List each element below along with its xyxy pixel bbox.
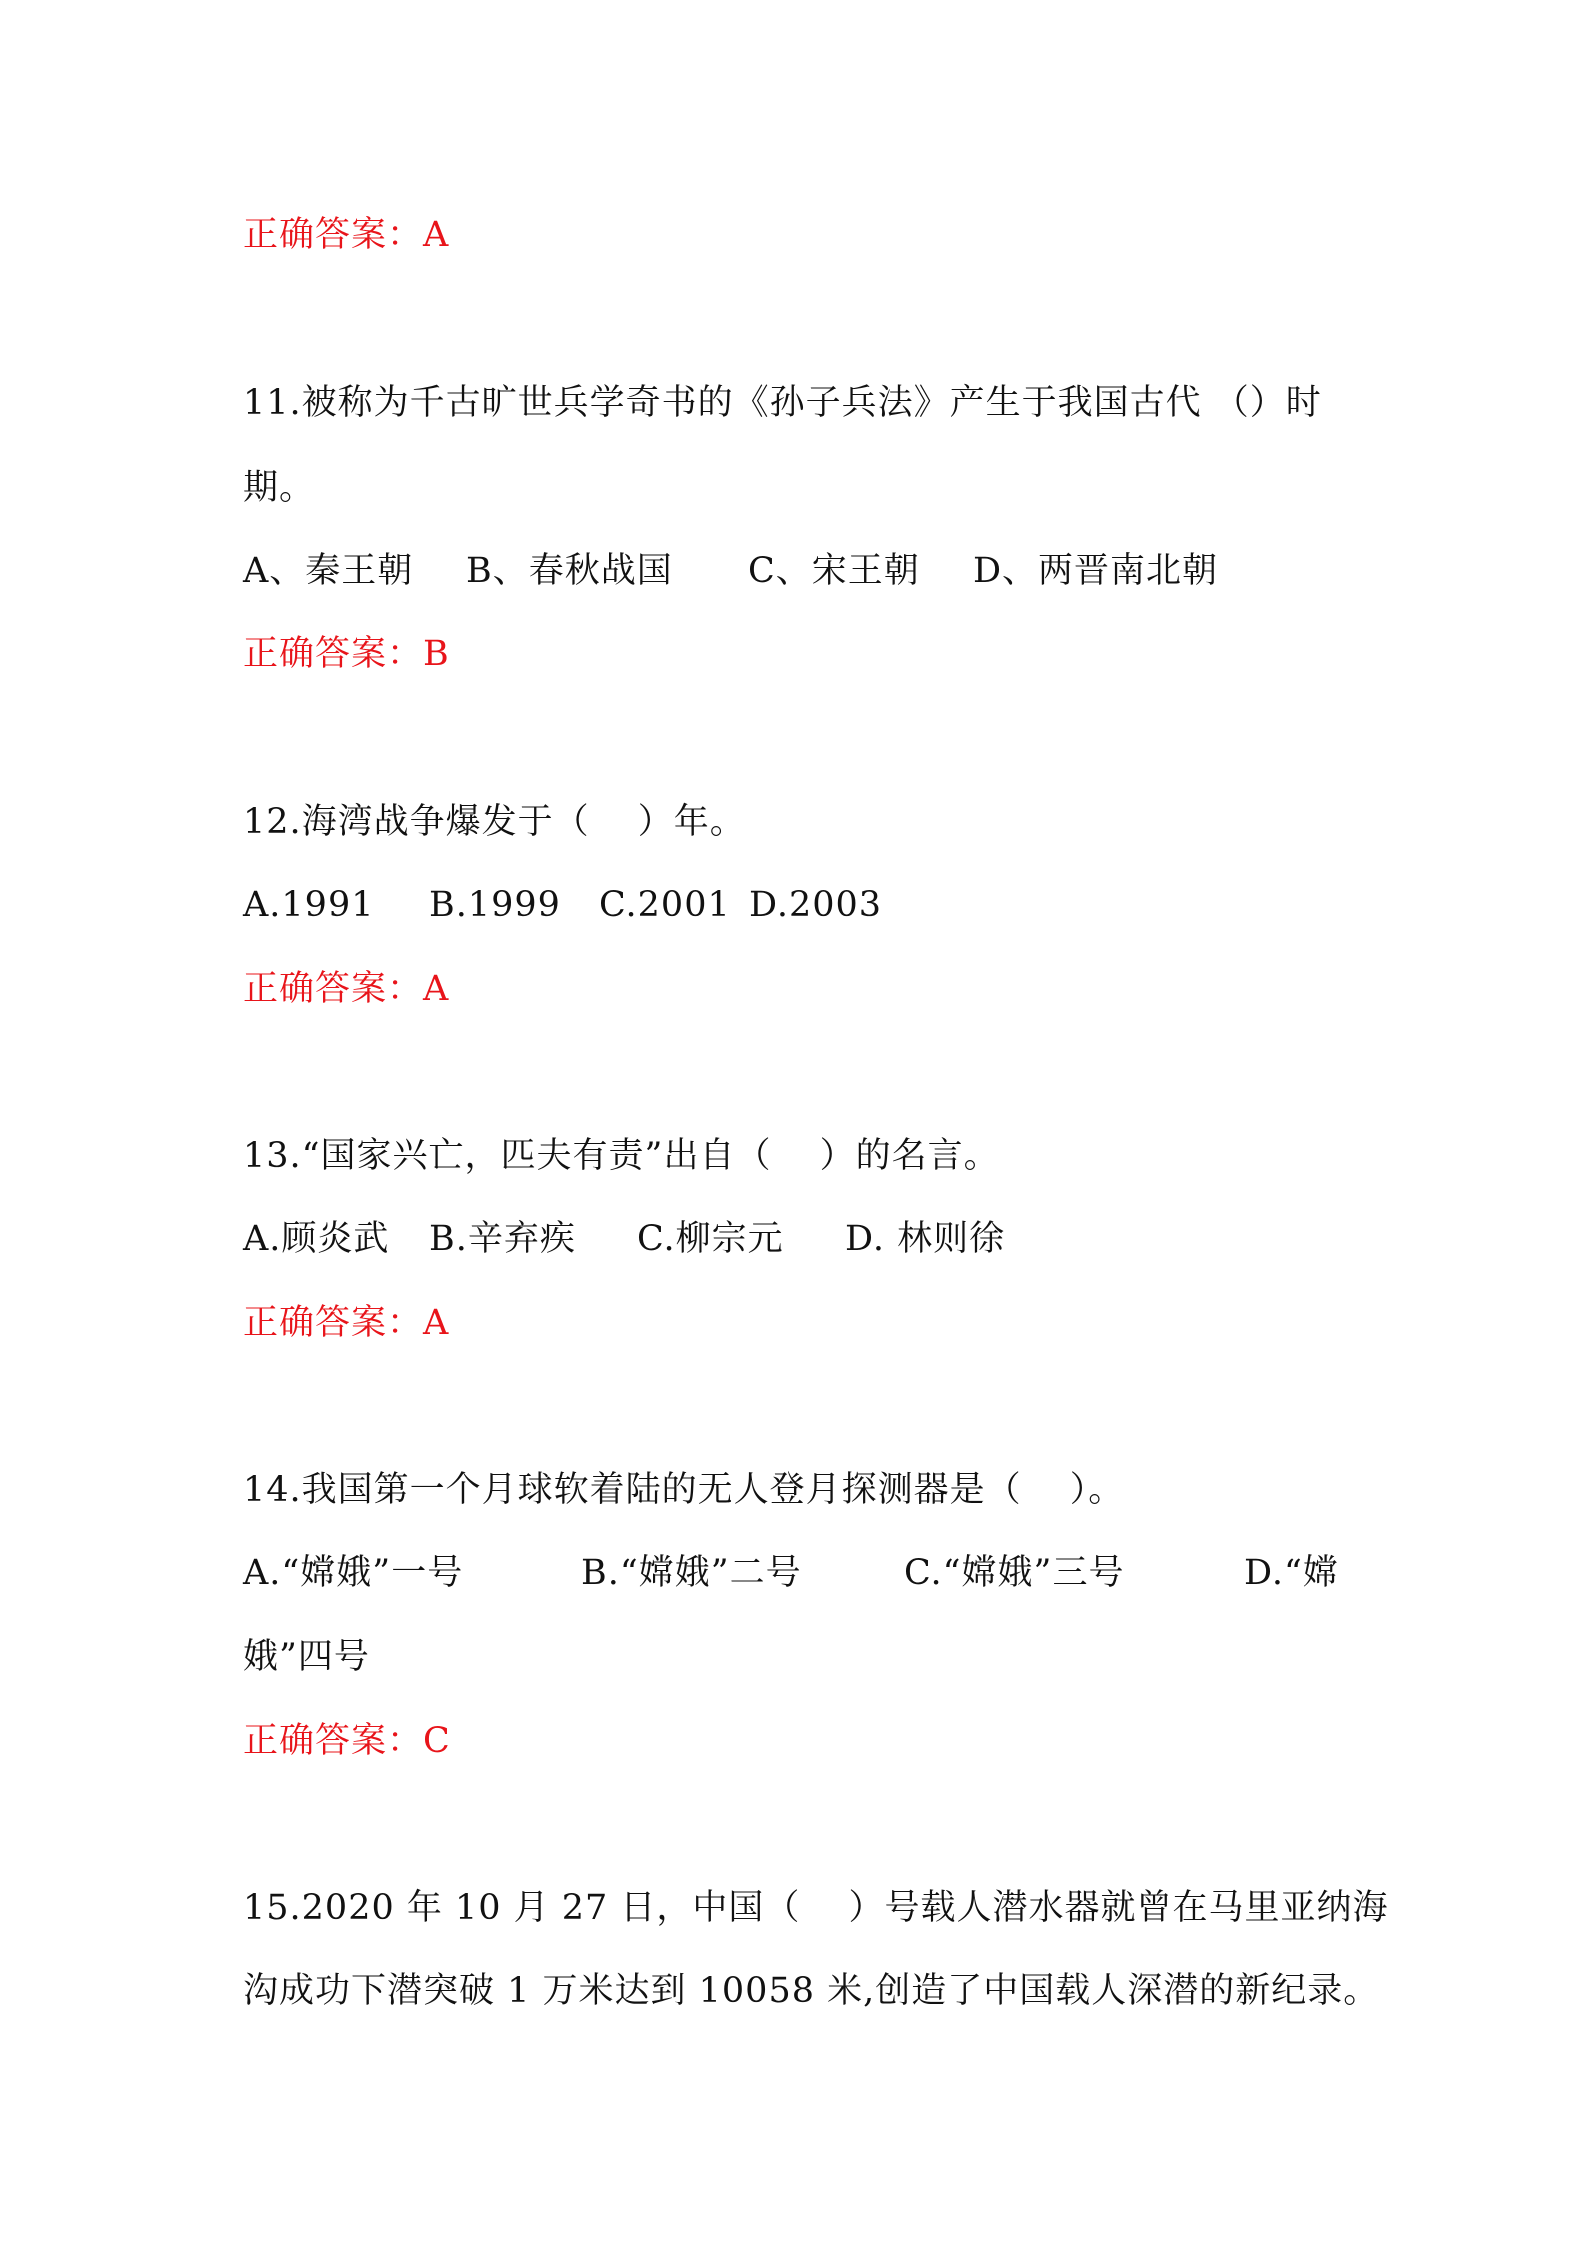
answer-q13: 正确答案：A xyxy=(243,1303,450,1343)
option-c: C.“嫦娥”三号 xyxy=(904,1553,1125,1593)
option-b: B.“嫦娥”二号 xyxy=(581,1553,802,1593)
question-13-stem: 13.“国家兴亡，匹夫有责”出自（ ）的名言。 xyxy=(243,1136,1000,1176)
question-15-stem-line1: 15.2020 年 10 月 27 日，中国（ ）号载人潜水器就曾在马里亚纳海 xyxy=(243,1888,1389,1928)
question-12-stem: 12.海湾战争爆发于（ ）年。 xyxy=(243,802,746,842)
option-c: C.2001 xyxy=(599,885,731,925)
option-a: A、秦王朝 xyxy=(243,551,414,591)
option-a: A.“嫦娥”一号 xyxy=(243,1553,464,1593)
option-a: A.1991 xyxy=(243,885,375,925)
question-14-options-line2: 娥”四号 xyxy=(243,1637,370,1677)
question-14-options-line1 xyxy=(243,1550,1339,1596)
question-12-options xyxy=(243,882,882,928)
option-a: A.顾炎武 xyxy=(243,1219,390,1259)
question-11-stem-line1: 11.被称为千古旷世兵学奇书的《孙子兵法》产生于我国古代 （）时 xyxy=(243,383,1322,423)
option-d: D. 林则徐 xyxy=(845,1219,1006,1259)
option-d: D.“嫦 xyxy=(1244,1553,1339,1593)
question-11-stem-line2: 期。 xyxy=(243,468,316,508)
question-15-stem-line2: 沟成功下潜突破 1 万米达到 10058 米,创造了中国载人深潜的新纪录。 xyxy=(243,1971,1380,2011)
option-b: B.辛弃疾 xyxy=(429,1219,576,1259)
option-c: C、宋王朝 xyxy=(748,551,920,591)
question-14-stem: 14.我国第一个月球软着陆的无人登月探测器是（ ）。 xyxy=(243,1470,1125,1510)
question-13-options xyxy=(243,1216,1005,1262)
option-c: C.柳宗元 xyxy=(637,1219,784,1259)
answer-q11: 正确答案：B xyxy=(243,634,450,674)
option-b: B、春秋战国 xyxy=(466,551,673,591)
answer-q12: 正确答案：A xyxy=(243,969,450,1009)
option-b: B.1999 xyxy=(429,885,561,925)
answer-q14: 正确答案：C xyxy=(243,1721,451,1761)
answer-q10: 正确答案：A xyxy=(243,215,450,255)
option-d: D、两晋南北朝 xyxy=(973,551,1219,591)
question-11-options xyxy=(243,548,1218,594)
option-d: D.2003 xyxy=(749,885,883,925)
